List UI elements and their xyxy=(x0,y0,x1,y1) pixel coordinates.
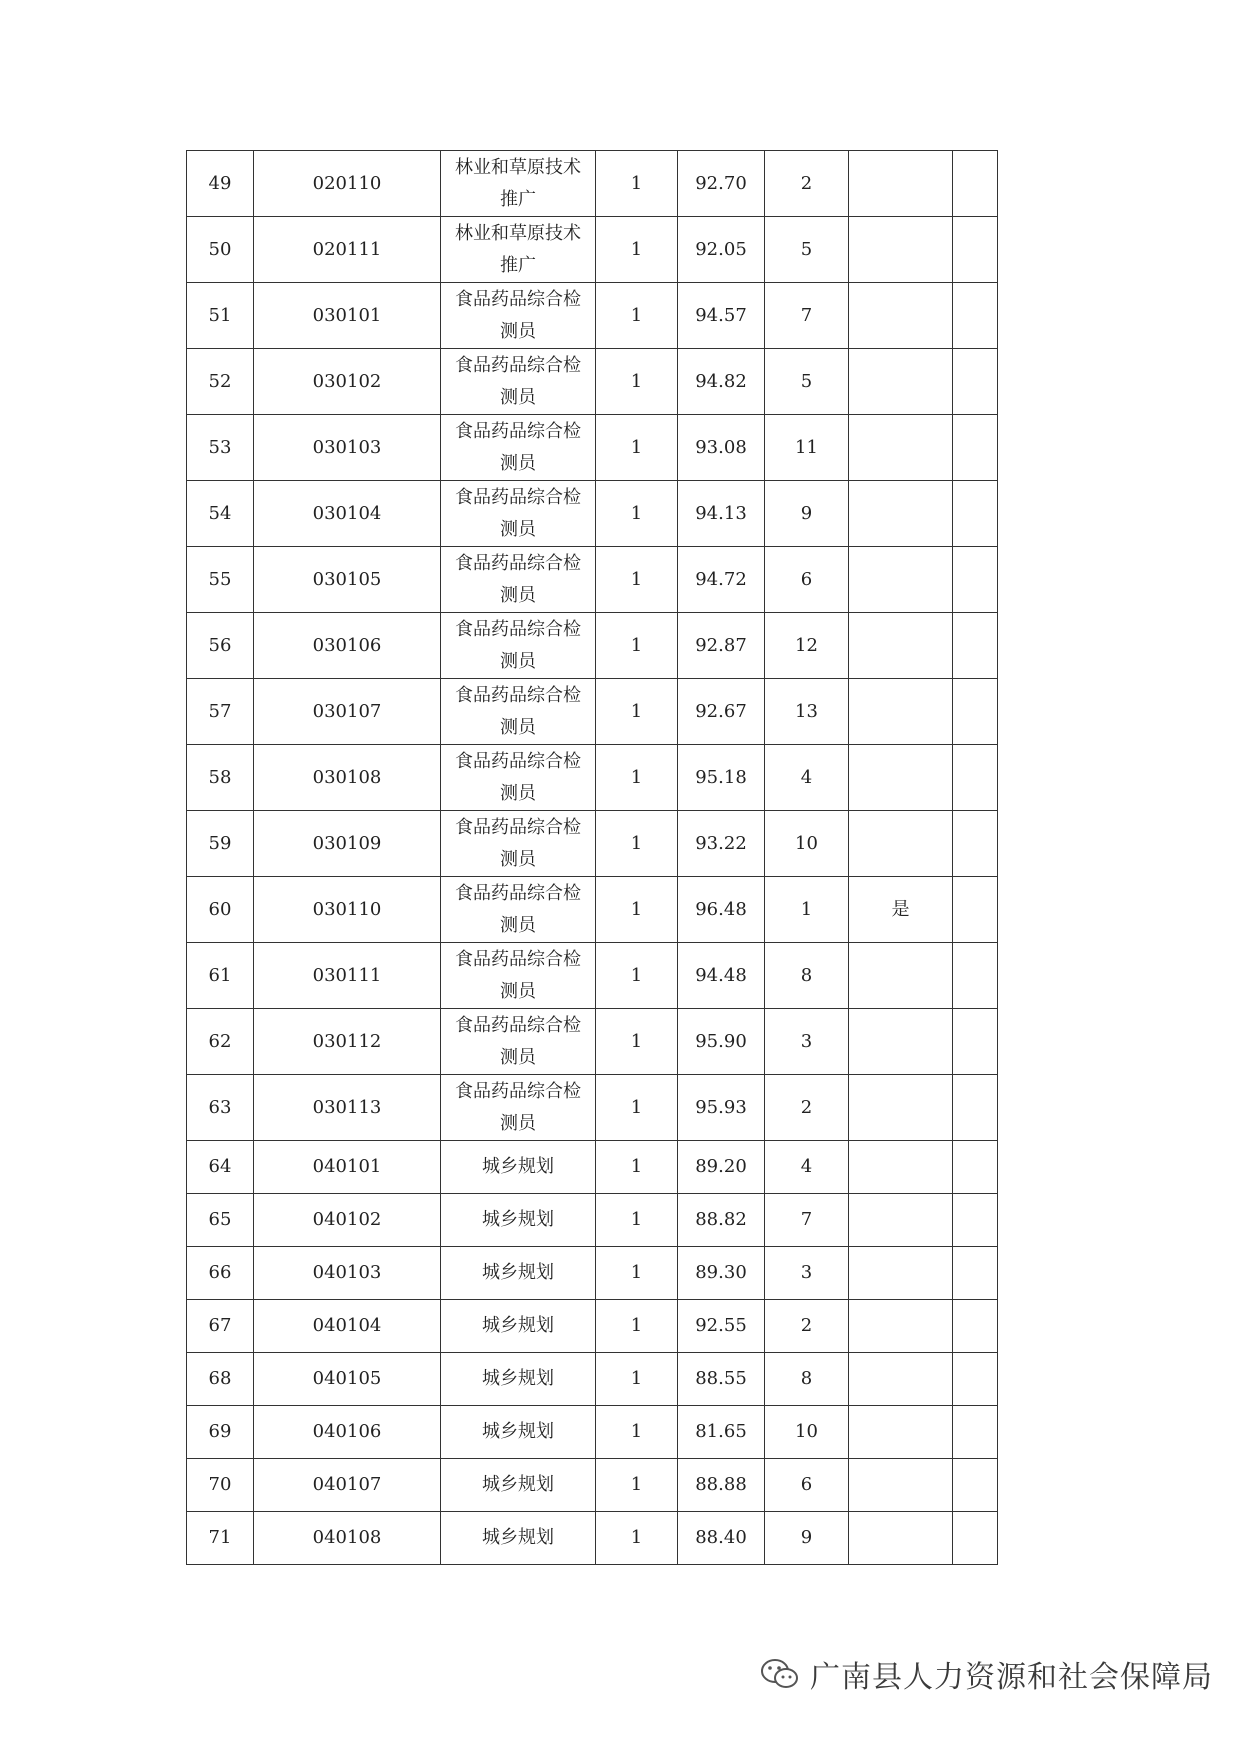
cell-job-title xyxy=(441,1406,596,1459)
cell-score: 81.65 xyxy=(678,1406,765,1459)
cell-index: 51 xyxy=(187,283,254,349)
cell-job-title xyxy=(441,811,596,877)
cell-index: 50 xyxy=(187,217,254,283)
cell-position-code: 030113 xyxy=(254,1075,441,1141)
cell-position-code: 040107 xyxy=(254,1459,441,1512)
cell-position-code: 040103 xyxy=(254,1247,441,1300)
cell-score: 88.40 xyxy=(678,1512,765,1565)
cell-score: 96.48 xyxy=(678,877,765,943)
cell-position-code: 040101 xyxy=(254,1141,441,1194)
cell-remark xyxy=(953,1141,998,1194)
cell-shortlisted xyxy=(849,1141,953,1194)
cell-shortlisted xyxy=(849,217,953,283)
job-title-line-1: 食品药品综合检 xyxy=(455,1080,581,1102)
job-title-line-2: 测员 xyxy=(500,1046,536,1068)
cell-job-title xyxy=(441,1512,596,1565)
job-title-line-1: 食品药品综合检 xyxy=(455,552,581,574)
cell-rank: 4 xyxy=(765,1141,849,1194)
job-title-line-1: 食品药品综合检 xyxy=(455,750,581,772)
cell-shortlisted xyxy=(849,415,953,481)
cell-job-title xyxy=(441,679,596,745)
job-title-line-1: 食品药品综合检 xyxy=(455,1014,581,1036)
cell-index: 53 xyxy=(187,415,254,481)
cell-shortlisted xyxy=(849,679,953,745)
cell-index: 68 xyxy=(187,1353,254,1406)
table-row xyxy=(187,1247,998,1300)
cell-shortlisted xyxy=(849,1406,953,1459)
cell-remark xyxy=(953,1459,998,1512)
cell-score: 88.82 xyxy=(678,1194,765,1247)
table-row xyxy=(187,613,998,679)
cell-index: 60 xyxy=(187,877,254,943)
table-row xyxy=(187,1075,998,1141)
job-title-line-1: 林业和草原技术 xyxy=(455,222,581,244)
cell-shortlisted: 是 xyxy=(849,877,953,943)
cell-shortlisted xyxy=(849,811,953,877)
cell-job-title xyxy=(441,613,596,679)
table-row xyxy=(187,1459,998,1512)
cell-score: 92.87 xyxy=(678,613,765,679)
job-title-line-2: 测员 xyxy=(500,518,536,540)
cell-position-code: 030109 xyxy=(254,811,441,877)
cell-shortlisted xyxy=(849,481,953,547)
cell-score: 88.55 xyxy=(678,1353,765,1406)
cell-job-title xyxy=(441,1141,596,1194)
cell-plan-count: 1 xyxy=(596,1406,678,1459)
cell-job-title xyxy=(441,1247,596,1300)
cell-plan-count: 1 xyxy=(596,415,678,481)
cell-rank: 10 xyxy=(765,1406,849,1459)
table-row xyxy=(187,1009,998,1075)
cell-rank: 6 xyxy=(765,547,849,613)
cell-plan-count: 1 xyxy=(596,1459,678,1512)
cell-shortlisted xyxy=(849,1353,953,1406)
cell-score: 92.05 xyxy=(678,217,765,283)
job-title-line-2: 测员 xyxy=(500,848,536,870)
cell-remark xyxy=(953,1353,998,1406)
cell-remark xyxy=(953,745,998,811)
cell-position-code: 040106 xyxy=(254,1406,441,1459)
cell-index: 61 xyxy=(187,943,254,1009)
cell-rank: 1 xyxy=(765,877,849,943)
cell-rank: 11 xyxy=(765,415,849,481)
cell-rank: 2 xyxy=(765,1300,849,1353)
cell-position-code: 030102 xyxy=(254,349,441,415)
cell-score: 94.82 xyxy=(678,349,765,415)
cell-plan-count: 1 xyxy=(596,1512,678,1565)
cell-rank: 7 xyxy=(765,283,849,349)
cell-rank: 5 xyxy=(765,217,849,283)
cell-index: 54 xyxy=(187,481,254,547)
cell-score: 89.30 xyxy=(678,1247,765,1300)
cell-plan-count: 1 xyxy=(596,1194,678,1247)
cell-plan-count: 1 xyxy=(596,1247,678,1300)
cell-job-title xyxy=(441,547,596,613)
cell-position-code: 020110 xyxy=(254,151,441,217)
cell-plan-count: 1 xyxy=(596,1075,678,1141)
results-table xyxy=(186,150,998,1565)
job-title-line-2: 测员 xyxy=(500,650,536,672)
cell-rank: 5 xyxy=(765,349,849,415)
cell-index: 58 xyxy=(187,745,254,811)
cell-shortlisted xyxy=(849,1247,953,1300)
table-row xyxy=(187,217,998,283)
cell-position-code: 030112 xyxy=(254,1009,441,1075)
cell-shortlisted xyxy=(849,613,953,679)
cell-score: 94.57 xyxy=(678,283,765,349)
cell-index: 67 xyxy=(187,1300,254,1353)
cell-rank: 10 xyxy=(765,811,849,877)
wechat-icon xyxy=(760,1657,800,1691)
cell-rank: 9 xyxy=(765,481,849,547)
cell-plan-count: 1 xyxy=(596,613,678,679)
table-row xyxy=(187,745,998,811)
cell-job-title xyxy=(441,1459,596,1512)
cell-index: 71 xyxy=(187,1512,254,1565)
cell-rank: 3 xyxy=(765,1009,849,1075)
cell-plan-count: 1 xyxy=(596,745,678,811)
job-title-line-1: 城乡规划 xyxy=(482,1474,554,1495)
cell-plan-count: 1 xyxy=(596,151,678,217)
cell-remark xyxy=(953,943,998,1009)
cell-plan-count: 1 xyxy=(596,1353,678,1406)
cell-remark xyxy=(953,547,998,613)
table-row xyxy=(187,1141,998,1194)
job-title-line-1: 城乡规划 xyxy=(482,1315,554,1336)
job-title-line-1: 食品药品综合检 xyxy=(455,618,581,640)
cell-rank: 2 xyxy=(765,1075,849,1141)
cell-shortlisted xyxy=(849,1075,953,1141)
cell-score: 88.88 xyxy=(678,1459,765,1512)
job-title-line-1: 城乡规划 xyxy=(482,1368,554,1389)
cell-position-code: 040105 xyxy=(254,1353,441,1406)
footer-account-name: 广南县人力资源和社会保障局 xyxy=(810,1660,1213,1695)
job-title-line-1: 食品药品综合检 xyxy=(455,816,581,838)
cell-plan-count: 1 xyxy=(596,679,678,745)
cell-remark xyxy=(953,1247,998,1300)
cell-position-code: 040108 xyxy=(254,1512,441,1565)
table-row xyxy=(187,1406,998,1459)
cell-remark xyxy=(953,1300,998,1353)
cell-rank: 6 xyxy=(765,1459,849,1512)
job-title-line-1: 城乡规划 xyxy=(482,1262,554,1283)
job-title-line-2: 测员 xyxy=(500,914,536,936)
job-title-line-1: 城乡规划 xyxy=(482,1421,554,1442)
cell-score: 92.67 xyxy=(678,679,765,745)
cell-shortlisted xyxy=(849,1194,953,1247)
cell-plan-count: 1 xyxy=(596,217,678,283)
cell-shortlisted xyxy=(849,1459,953,1512)
cell-remark xyxy=(953,811,998,877)
cell-job-title xyxy=(441,349,596,415)
cell-job-title xyxy=(441,1075,596,1141)
cell-position-code: 030108 xyxy=(254,745,441,811)
cell-job-title xyxy=(441,481,596,547)
cell-job-title xyxy=(441,217,596,283)
cell-index: 59 xyxy=(187,811,254,877)
table-row xyxy=(187,1512,998,1565)
job-title-line-1: 食品药品综合检 xyxy=(455,420,581,442)
job-title-line-1: 食品药品综合检 xyxy=(455,288,581,310)
cell-rank: 2 xyxy=(765,151,849,217)
cell-score: 89.20 xyxy=(678,1141,765,1194)
cell-job-title xyxy=(441,151,596,217)
cell-shortlisted xyxy=(849,1009,953,1075)
cell-job-title xyxy=(441,1353,596,1406)
cell-shortlisted xyxy=(849,943,953,1009)
table-row xyxy=(187,481,998,547)
cell-position-code: 030106 xyxy=(254,613,441,679)
cell-shortlisted xyxy=(849,1300,953,1353)
table-row xyxy=(187,811,998,877)
cell-plan-count: 1 xyxy=(596,283,678,349)
job-title-line-1: 食品药品综合检 xyxy=(455,684,581,706)
cell-index: 69 xyxy=(187,1406,254,1459)
cell-plan-count: 1 xyxy=(596,349,678,415)
cell-score: 92.55 xyxy=(678,1300,765,1353)
cell-shortlisted xyxy=(849,283,953,349)
cell-plan-count: 1 xyxy=(596,547,678,613)
cell-score: 95.90 xyxy=(678,1009,765,1075)
job-title-line-1: 食品药品综合检 xyxy=(455,882,581,904)
cell-plan-count: 1 xyxy=(596,811,678,877)
cell-position-code: 030110 xyxy=(254,877,441,943)
cell-position-code: 030105 xyxy=(254,547,441,613)
cell-shortlisted xyxy=(849,547,953,613)
job-title-line-2: 测员 xyxy=(500,782,536,804)
cell-shortlisted xyxy=(849,349,953,415)
table-row xyxy=(187,547,998,613)
cell-position-code: 030107 xyxy=(254,679,441,745)
table-row xyxy=(187,1194,998,1247)
cell-index: 63 xyxy=(187,1075,254,1141)
cell-position-code: 030111 xyxy=(254,943,441,1009)
cell-index: 57 xyxy=(187,679,254,745)
table-row xyxy=(187,151,998,217)
cell-rank: 4 xyxy=(765,745,849,811)
cell-index: 65 xyxy=(187,1194,254,1247)
cell-remark xyxy=(953,349,998,415)
cell-score: 92.70 xyxy=(678,151,765,217)
cell-job-title xyxy=(441,943,596,1009)
cell-job-title xyxy=(441,1194,596,1247)
cell-job-title xyxy=(441,1009,596,1075)
cell-index: 52 xyxy=(187,349,254,415)
job-title-line-1: 城乡规划 xyxy=(482,1209,554,1230)
table-body xyxy=(187,151,998,1565)
cell-job-title xyxy=(441,745,596,811)
cell-rank: 7 xyxy=(765,1194,849,1247)
cell-shortlisted xyxy=(849,151,953,217)
cell-position-code: 040104 xyxy=(254,1300,441,1353)
cell-rank: 12 xyxy=(765,613,849,679)
cell-remark xyxy=(953,679,998,745)
job-title-line-2: 推广 xyxy=(500,254,536,276)
cell-plan-count: 1 xyxy=(596,1300,678,1353)
table-row xyxy=(187,679,998,745)
table-row xyxy=(187,1353,998,1406)
cell-plan-count: 1 xyxy=(596,1009,678,1075)
table-row xyxy=(187,349,998,415)
cell-remark xyxy=(953,1194,998,1247)
job-title-line-1: 食品药品综合检 xyxy=(455,354,581,376)
job-title-line-2: 测员 xyxy=(500,1112,536,1134)
cell-position-code: 030104 xyxy=(254,481,441,547)
cell-plan-count: 1 xyxy=(596,877,678,943)
cell-remark xyxy=(953,877,998,943)
cell-plan-count: 1 xyxy=(596,481,678,547)
table-row xyxy=(187,877,998,943)
cell-score: 95.93 xyxy=(678,1075,765,1141)
cell-plan-count: 1 xyxy=(596,1141,678,1194)
job-title-line-2: 推广 xyxy=(500,188,536,210)
cell-score: 95.18 xyxy=(678,745,765,811)
job-title-line-2: 测员 xyxy=(500,980,536,1002)
cell-remark xyxy=(953,415,998,481)
job-title-line-2: 测员 xyxy=(500,584,536,606)
table-row xyxy=(187,415,998,481)
cell-job-title xyxy=(441,415,596,481)
cell-remark xyxy=(953,217,998,283)
job-title-line-1: 食品药品综合检 xyxy=(455,948,581,970)
cell-job-title xyxy=(441,1300,596,1353)
cell-rank: 13 xyxy=(765,679,849,745)
cell-position-code: 030101 xyxy=(254,283,441,349)
cell-position-code: 020111 xyxy=(254,217,441,283)
cell-index: 49 xyxy=(187,151,254,217)
job-title-line-2: 测员 xyxy=(500,452,536,474)
cell-rank: 8 xyxy=(765,1353,849,1406)
cell-rank: 9 xyxy=(765,1512,849,1565)
cell-remark xyxy=(953,1406,998,1459)
cell-index: 66 xyxy=(187,1247,254,1300)
cell-index: 56 xyxy=(187,613,254,679)
table-row xyxy=(187,1300,998,1353)
job-title-line-2: 测员 xyxy=(500,716,536,738)
cell-remark xyxy=(953,1009,998,1075)
cell-remark xyxy=(953,283,998,349)
cell-rank: 3 xyxy=(765,1247,849,1300)
cell-remark xyxy=(953,1075,998,1141)
cell-score: 94.13 xyxy=(678,481,765,547)
cell-job-title xyxy=(441,283,596,349)
cell-score: 94.72 xyxy=(678,547,765,613)
cell-score: 94.48 xyxy=(678,943,765,1009)
job-title-line-2: 测员 xyxy=(500,386,536,408)
cell-index: 62 xyxy=(187,1009,254,1075)
job-title-line-2: 测员 xyxy=(500,320,536,342)
cell-shortlisted xyxy=(849,1512,953,1565)
cell-job-title xyxy=(441,877,596,943)
cell-remark xyxy=(953,481,998,547)
job-title-line-1: 林业和草原技术 xyxy=(455,156,581,178)
cell-remark xyxy=(953,151,998,217)
cell-remark xyxy=(953,613,998,679)
cell-index: 70 xyxy=(187,1459,254,1512)
cell-remark xyxy=(953,1512,998,1565)
table-row xyxy=(187,943,998,1009)
job-title-line-1: 城乡规划 xyxy=(482,1527,554,1548)
cell-position-code: 040102 xyxy=(254,1194,441,1247)
cell-score: 93.08 xyxy=(678,415,765,481)
cell-index: 55 xyxy=(187,547,254,613)
cell-plan-count: 1 xyxy=(596,943,678,1009)
cell-rank: 8 xyxy=(765,943,849,1009)
cell-position-code: 030103 xyxy=(254,415,441,481)
cell-shortlisted xyxy=(849,745,953,811)
footer-watermark xyxy=(760,1652,1213,1696)
cell-index: 64 xyxy=(187,1141,254,1194)
table-row xyxy=(187,283,998,349)
job-title-line-1: 城乡规划 xyxy=(482,1156,554,1177)
cell-score: 93.22 xyxy=(678,811,765,877)
job-title-line-1: 食品药品综合检 xyxy=(455,486,581,508)
